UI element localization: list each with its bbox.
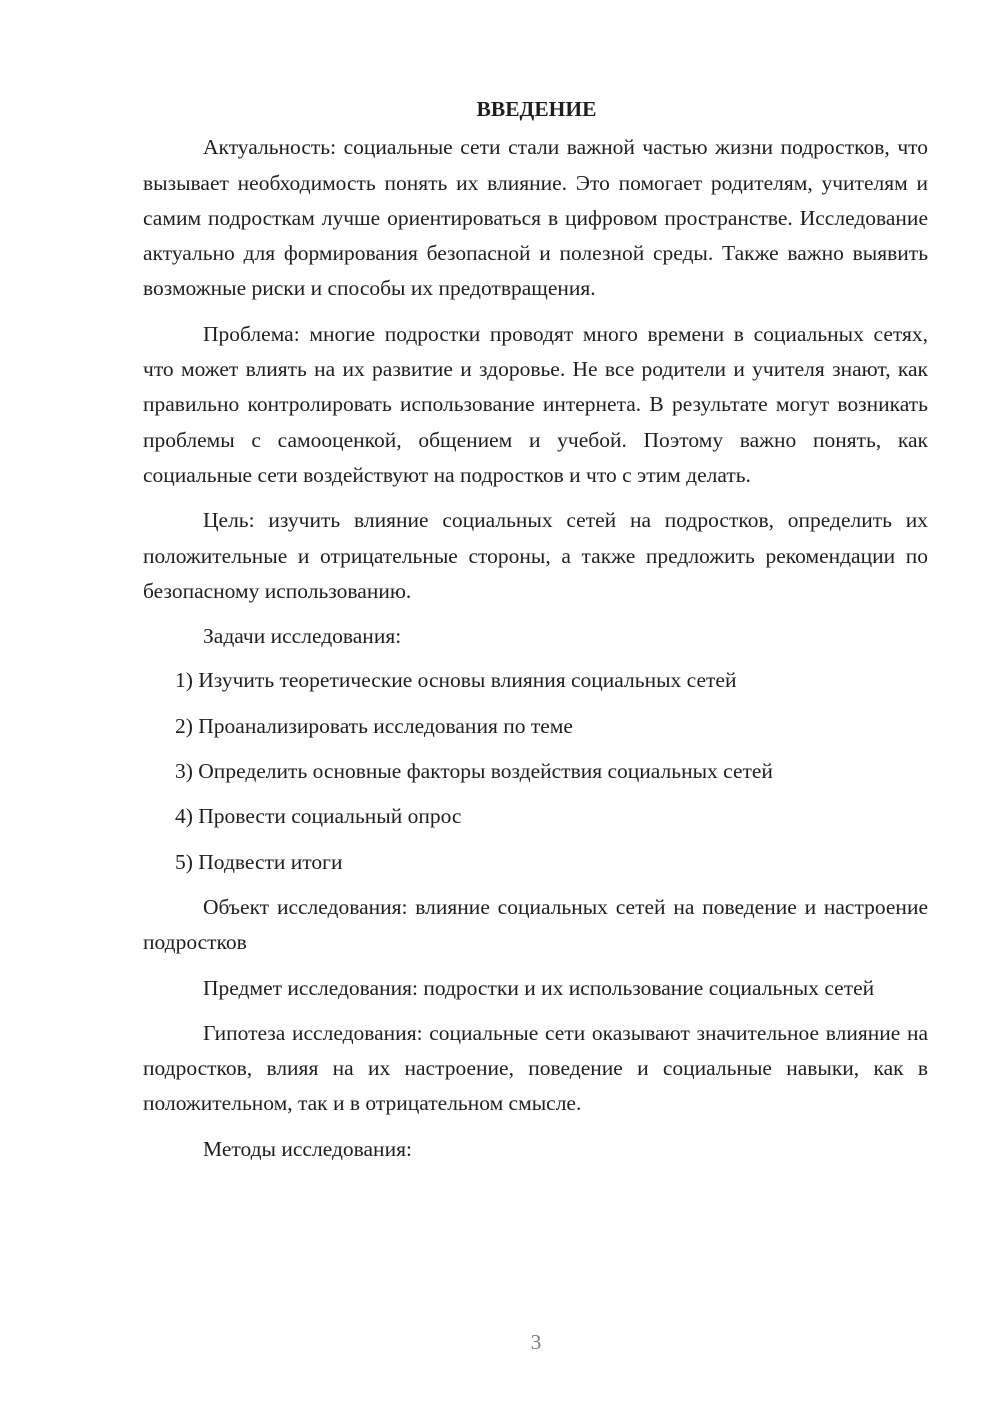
paragraph-problem: Проблема: многие подростки проводят много времени в социальных сетях, что может влиять на их развитие и здоровье. Не все родители и учителя знают, как правильно контролировать использование интернета. В результате могут возникать проблемы с самооценкой, общением и учебой. Поэтому важно понять, как социальные сети воздействуют на подростков и что с этим делать.: [143, 321, 928, 487]
task-list: [143, 663, 928, 879]
page-title: ВВЕДЕНИЕ: [476, 97, 597, 121]
task-item-2: 2) Проанализировать исследования по теме: [175, 713, 573, 738]
paragraph-subject: Предмет исследования: подростки и их использование социальных сетей: [203, 975, 875, 1000]
document-page: [143, 92, 928, 1167]
task-item-4: 4) Провести социальный опрос: [175, 804, 462, 829]
paragraph-relevance: Актуальность: социальные сети стали важной частью жизни подростков, что вызывает необходимость понять их влияние. Это помогает родителям, учителям и самим подросткам лучше ориентироваться в цифровом пространстве. Исследование актуально для формирования безопасной и полезной среды. Также важно выявить возможные риски и способы их предотвращения.: [143, 135, 928, 301]
page-number: 3: [530, 1330, 542, 1354]
tasks-heading: Задачи исследования:: [203, 624, 402, 649]
task-item-5: 5) Подвести итоги: [175, 849, 343, 874]
paragraph-goal: Цель: изучить влияние социальных сетей на подростков, определить их положительные и отрицательные стороны, а также предложить рекомендации по безопасному использованию.: [143, 508, 928, 603]
task-item-1: 1) Изучить теоретические основы влияния социальных сетей: [175, 668, 737, 693]
paragraph-hypothesis: Гипотеза исследования: социальные сети оказывают значительное влияние на подростков, влияя на их настроение, поведение и социальные навыки, как в положительном, так и в отрицательном смысле.: [143, 1020, 928, 1116]
paragraph-object: Объект исследования: влияние социальных сетей на поведение и настроение подростков: [143, 894, 928, 955]
task-item-3: 3) Определить основные факторы воздействия социальных сетей: [175, 759, 773, 784]
paragraph-methods: Методы исследования:: [203, 1136, 412, 1161]
